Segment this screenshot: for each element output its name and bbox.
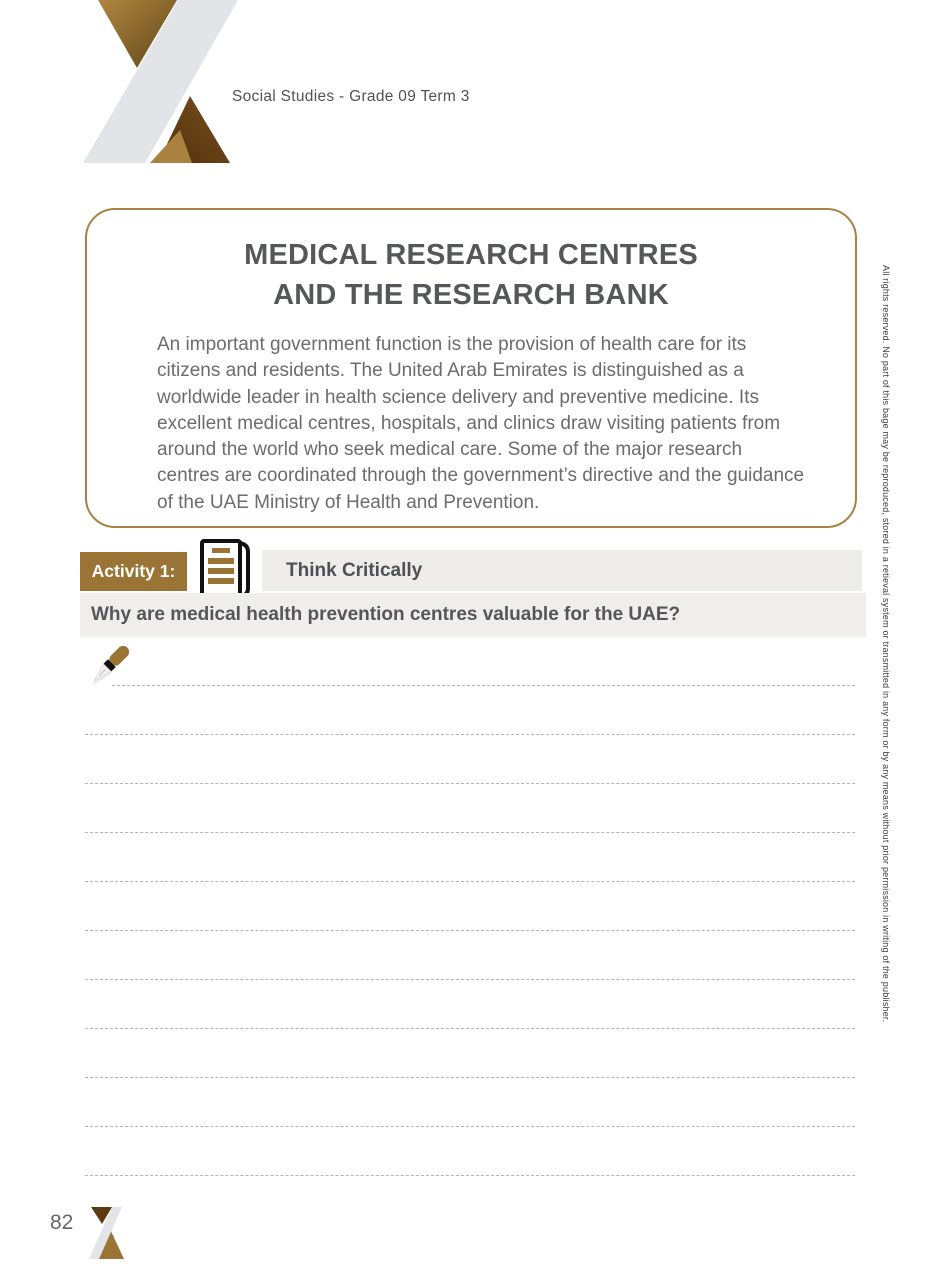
- answer-line[interactable]: [85, 784, 855, 833]
- answer-line[interactable]: [85, 735, 855, 784]
- lesson-title: [107, 235, 835, 315]
- answer-line[interactable]: [85, 686, 855, 735]
- notes-icon-line: [208, 578, 234, 584]
- notes-icon-line: [208, 568, 234, 574]
- answer-line[interactable]: [112, 637, 855, 686]
- activity-question: Why are medical health prevention centres valuable for the UAE?: [80, 593, 866, 637]
- page-number: 82: [50, 1211, 74, 1234]
- activity-type-label: Think Critically: [286, 560, 423, 581]
- lesson-title-line1: MEDICAL RESEARCH CENTRES: [244, 239, 698, 271]
- activity-badge: Activity 1:: [80, 552, 187, 591]
- answer-line[interactable]: [85, 1127, 855, 1176]
- answer-line[interactable]: [85, 980, 855, 1029]
- answer-line[interactable]: [85, 931, 855, 980]
- notes-icon-line: [208, 558, 234, 564]
- lesson-intro-box: [85, 208, 857, 528]
- publisher-logo-icon: [80, 0, 238, 164]
- lesson-title-line2: AND THE RESEARCH BANK: [273, 279, 669, 311]
- answer-line[interactable]: [85, 882, 855, 931]
- lesson-intro-paragraph: An important government function is the provision of health care for its citizens and residents. The United Arab Emirates is distinguished as a worldwide leader in health science delivery and preventive medicine. Its excellent medical centres, hospitals, and clinics draw visiting patients from around the world who seek medical care. Some of the major research centres are coordinated through the government’s directive and the guidance of the UAE Ministry of Health and Prevention.: [157, 334, 805, 513]
- copyright-vertical-text: All rights reserved. No part of this bage may be reproduced, stored in a retieval system or transmitted in any form or by any means without prior permission in writing of the publisher.: [881, 265, 891, 1023]
- notes-icon-line: [212, 548, 230, 553]
- answer-line[interactable]: [85, 1078, 855, 1127]
- activity-type-bar: [262, 550, 862, 591]
- answer-line[interactable]: [85, 833, 855, 882]
- footer-logo-icon: [86, 1204, 128, 1262]
- answer-line[interactable]: [85, 1029, 855, 1078]
- answer-lines-area[interactable]: [85, 637, 855, 1176]
- course-header: Social Studies - Grade 09 Term 3: [232, 88, 470, 105]
